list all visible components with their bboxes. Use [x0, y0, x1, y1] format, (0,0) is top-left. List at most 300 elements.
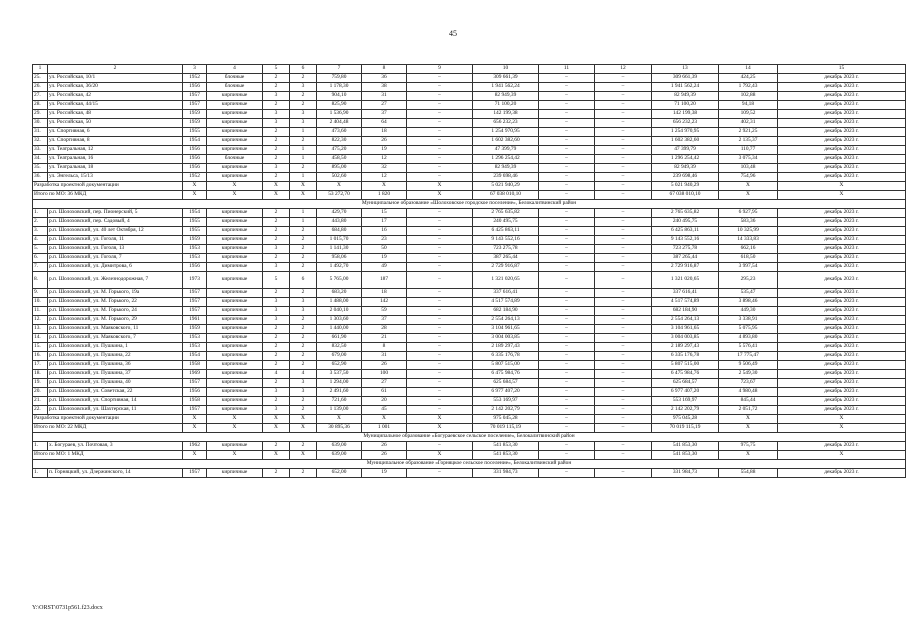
table-cell: 475,20 [317, 146, 362, 155]
table-cell: декабрь 2023 г. [778, 236, 906, 245]
table-cell: 331 984,73 [473, 469, 539, 478]
table-cell: 27 [362, 379, 407, 388]
table-cell: 1957 [183, 92, 207, 101]
table-cell: 2 [263, 343, 290, 352]
table-row [33, 442, 906, 451]
table-cell: – [595, 469, 652, 478]
table-cell: 3 [263, 316, 290, 325]
table-cell: 32 [362, 164, 407, 173]
table-cell: 30. [33, 119, 48, 128]
table-cell: декабрь 2023 г. [778, 316, 906, 325]
table-cell: 541 853,30 [473, 442, 539, 451]
table-cell: 2 [290, 361, 317, 370]
table-cell: 656 232,23 [473, 119, 539, 128]
table-row [33, 352, 906, 361]
table-cell: X [317, 415, 362, 424]
table-cell: декабрь 2023 г. [778, 92, 906, 101]
table-cell: 502,60 [317, 173, 362, 182]
table-cell: кирпичные [207, 164, 263, 173]
table-cell: 1 321 020,65 [473, 272, 539, 289]
table-cell: 10. [33, 298, 48, 307]
table-cell: 1953 [183, 254, 207, 263]
table-cell: 26 [362, 451, 407, 460]
table-cell: – [595, 307, 652, 316]
table-cell: 5 021 940,29 [652, 182, 719, 191]
table-cell: 3 [290, 298, 317, 307]
table-cell: 625 684,57 [652, 379, 719, 388]
table-cell: ул. Российская, 50 [48, 119, 183, 128]
table-cell: X [778, 182, 906, 191]
table-cell: – [407, 343, 473, 352]
table-cell: 721,60 [317, 397, 362, 406]
table-cell: декабрь 2023 г. [778, 137, 906, 146]
table-cell: – [539, 379, 595, 388]
table-cell: декабрь 2023 г. [778, 101, 906, 110]
table-cell: 1957 [183, 101, 207, 110]
table-cell: р.п. Шолоховский, пер. Садовый, 4 [48, 218, 183, 227]
table-cell: – [407, 83, 473, 92]
table-cell: Разработка проектной документации [33, 415, 183, 424]
table-cell: 759,80 [317, 74, 362, 83]
table-cell: 1959 [183, 110, 207, 119]
table-cell: 19. [33, 379, 48, 388]
table-cell: – [407, 173, 473, 182]
table-cell: 17 [362, 218, 407, 227]
table-cell: 47 399,79 [652, 146, 719, 155]
table-cell: 652,90 [317, 361, 362, 370]
table-cell: р.п. Шолоховский, ул. Спортивная, 14 [48, 397, 183, 406]
table-cell: 110,77 [719, 146, 778, 155]
table-cell: ул. Театральная, 12 [48, 146, 183, 155]
table-cell: 2 [263, 236, 290, 245]
table-cell: 1953 [183, 334, 207, 343]
table-cell: 2 [290, 397, 317, 406]
table-cell: – [595, 397, 652, 406]
table-cell: 2 [263, 101, 290, 110]
table-cell: 2 [263, 352, 290, 361]
section-header-row [33, 433, 906, 442]
table-cell: 26 [362, 137, 407, 146]
table-cell: кирпичные [207, 218, 263, 227]
table-cell: 6 [290, 65, 317, 74]
table-cell: – [539, 164, 595, 173]
table-cell: р.п. Шолоховский, ул. Маяковского, 11 [48, 325, 183, 334]
table-cell: 1957 [183, 289, 207, 298]
table-cell: 3 338,91 [719, 316, 778, 325]
table-cell: ул. Российская, 48 [48, 110, 183, 119]
table-cell: – [595, 361, 652, 370]
table-cell: – [595, 388, 652, 397]
table-row [33, 218, 906, 227]
table-cell: 553 169,97 [652, 397, 719, 406]
table-cell: 3. [33, 227, 48, 236]
table-cell: 2 [290, 263, 317, 272]
table-cell: 387 265,44 [652, 254, 719, 263]
table-cell: 102,88 [719, 92, 778, 101]
table-cell: 28 [362, 325, 407, 334]
table-cell: блочные [207, 155, 263, 164]
table-cell: декабрь 2023 г. [778, 370, 906, 379]
table-cell: X [290, 451, 317, 460]
table-cell: – [595, 325, 652, 334]
table-cell: декабрь 2023 г. [778, 83, 906, 92]
table-cell: – [407, 298, 473, 307]
table-cell: 2 [263, 74, 290, 83]
table-cell: 18 [362, 289, 407, 298]
table-cell: 82 949,39 [473, 92, 539, 101]
table-row [33, 92, 906, 101]
table-cell: – [539, 289, 595, 298]
table-cell: декабрь 2023 г. [778, 334, 906, 343]
table-cell: 2 [290, 406, 317, 415]
table-cell: 20 [362, 397, 407, 406]
table-cell: 3 004 003,85 [652, 334, 719, 343]
table-cell: 31 [362, 92, 407, 101]
table-cell: 15 [362, 209, 407, 218]
table-cell: 1 440,00 [317, 325, 362, 334]
table-cell: – [407, 110, 473, 119]
table-cell: 424,25 [719, 74, 778, 83]
table-cell: – [539, 155, 595, 164]
table-cell: – [539, 263, 595, 272]
table-cell: – [539, 74, 595, 83]
table-cell: – [407, 74, 473, 83]
table-cell: 6 475 984,76 [652, 370, 719, 379]
table-cell: – [407, 316, 473, 325]
table-cell: 2 189 297,43 [473, 343, 539, 352]
table-cell: кирпичные [207, 227, 263, 236]
table-cell: – [595, 298, 652, 307]
table-cell: X [719, 191, 778, 200]
table-row [33, 325, 906, 334]
table-cell: – [407, 101, 473, 110]
table-cell: X [317, 182, 362, 191]
table-cell: 9 143 552,16 [473, 236, 539, 245]
table-cell: X [362, 415, 407, 424]
table-cell: 3 [263, 164, 290, 173]
table-cell: кирпичные [207, 263, 263, 272]
table-cell: 3 104 961,65 [652, 325, 719, 334]
table-cell: кирпичные [207, 469, 263, 478]
table-cell: ул. Российская, 42 [48, 92, 183, 101]
table-cell: 16 [362, 227, 407, 236]
table-cell: Муниципальное образование «Богураевское сельское поселение», Белокалитвинский район [33, 433, 906, 442]
table-cell: 16. [33, 352, 48, 361]
table-cell: X [183, 451, 207, 460]
table-cell: 53 272,70 [317, 191, 362, 200]
table-cell: 429,70 [317, 209, 362, 218]
table-cell: ул. Российская, 44/15 [48, 101, 183, 110]
table-cell: – [595, 146, 652, 155]
table-row [33, 128, 906, 137]
table-cell: 33. [33, 146, 48, 155]
table-cell: кирпичные [207, 352, 263, 361]
table-cell: X [183, 191, 207, 200]
table-cell: – [595, 209, 652, 218]
table-cell: р.п. Шолоховский, ул. Шахтерская, 11 [48, 406, 183, 415]
table-cell: 2 [290, 137, 317, 146]
table-cell: 1 941 562,24 [473, 83, 539, 92]
table-row [33, 137, 906, 146]
table-cell: кирпичные [207, 442, 263, 451]
table-cell: X [778, 191, 906, 200]
table-cell: X [290, 182, 317, 191]
table-cell: – [595, 137, 652, 146]
table-cell: декабрь 2023 г. [778, 209, 906, 218]
table-cell: – [539, 236, 595, 245]
table-cell: декабрь 2023 г. [778, 74, 906, 83]
table-cell: р.п. Шолоховский, ул. М. Горького, 22 [48, 298, 183, 307]
table-cell: – [595, 451, 652, 460]
table-cell: кирпичные [207, 388, 263, 397]
table-cell: 1 [290, 209, 317, 218]
table-cell: 12 [595, 65, 652, 74]
table-cell: 11 [539, 65, 595, 74]
table-cell: – [595, 227, 652, 236]
table-cell: 2 [290, 227, 317, 236]
table-cell: 9 506,49 [719, 361, 778, 370]
table-cell: 1 [290, 173, 317, 182]
table-cell: декабрь 2023 г. [778, 155, 906, 164]
table-cell: 26. [33, 83, 48, 92]
table-cell: кирпичные [207, 316, 263, 325]
table-cell: – [407, 379, 473, 388]
table-cell: 2 [48, 65, 183, 74]
table-row [33, 307, 906, 316]
table-cell: 1958 [183, 361, 207, 370]
table-cell: 541 853,30 [652, 451, 719, 460]
table-cell: 3 [290, 388, 317, 397]
table-cell: 2 491,60 [317, 388, 362, 397]
table-cell: – [539, 451, 595, 460]
table-cell: 3 [263, 263, 290, 272]
summary-row [33, 191, 906, 200]
table-cell: X [407, 415, 473, 424]
table-cell: 100 [362, 370, 407, 379]
table-cell: – [595, 289, 652, 298]
table-cell: – [595, 128, 652, 137]
table-cell: 12. [33, 316, 48, 325]
table-cell: п. Горняцкий, ул. Дзержинского, 14 [48, 469, 183, 478]
table-cell: 13 [652, 65, 719, 74]
table-cell: 1953 [183, 343, 207, 352]
table-cell: X [407, 424, 473, 433]
table-cell: 19 [362, 254, 407, 263]
table-cell: 2 765 635,82 [652, 209, 719, 218]
table-row [33, 334, 906, 343]
table-cell: – [407, 263, 473, 272]
table-cell: 2 [290, 316, 317, 325]
table-cell: р.п. Шолоховский, ул. 40 лет Октября, 12 [48, 227, 183, 236]
table-cell: 975 045,28 [652, 415, 719, 424]
table-cell: 337 616,41 [652, 289, 719, 298]
table-cell: – [539, 397, 595, 406]
table-cell: X [290, 415, 317, 424]
table-cell: – [595, 245, 652, 254]
table-cell: – [407, 370, 473, 379]
table-cell: – [595, 164, 652, 173]
column-number-row [33, 65, 906, 74]
table-cell: 240 495,75 [652, 218, 719, 227]
table-cell: 240 495,75 [473, 218, 539, 227]
table-cell: 2 [290, 334, 317, 343]
table-cell: 2 [290, 469, 317, 478]
table-cell: 618,50 [719, 254, 778, 263]
table-cell: 2 [263, 128, 290, 137]
table-cell: 15. [33, 343, 48, 352]
table-cell: – [539, 424, 595, 433]
table-cell: 35. [33, 164, 48, 173]
table-cell: – [539, 370, 595, 379]
table-cell: декабрь 2023 г. [778, 343, 906, 352]
table-cell: 2 [263, 173, 290, 182]
table-cell: декабрь 2023 г. [778, 272, 906, 289]
table-cell: 583,36 [719, 218, 778, 227]
table-cell: – [407, 218, 473, 227]
table-cell: 2 [263, 361, 290, 370]
table-cell: 1957 [183, 469, 207, 478]
table-cell: – [595, 83, 652, 92]
table-cell: 975 045,28 [473, 415, 539, 424]
table-row [33, 316, 906, 325]
table-cell: 61 [362, 388, 407, 397]
table-cell: 82 949,39 [473, 164, 539, 173]
table-cell: 2 [290, 164, 317, 173]
table-cell: – [595, 254, 652, 263]
table-cell: 1 001 [362, 424, 407, 433]
housing-repair-table [32, 64, 906, 478]
table-cell: 2 554 264,13 [652, 316, 719, 325]
table-cell: 27 [362, 101, 407, 110]
table-cell: 21. [33, 397, 48, 406]
table-cell: – [595, 343, 652, 352]
table-cell: 2 [263, 146, 290, 155]
table-row [33, 406, 906, 415]
table-cell: 535,47 [719, 289, 778, 298]
table-cell: кирпичные [207, 254, 263, 263]
table-cell: X [290, 191, 317, 200]
table-cell: 2 [290, 74, 317, 83]
table-cell: 37 [362, 110, 407, 119]
table-cell: 402,31 [719, 119, 778, 128]
table-cell: 1954 [183, 209, 207, 218]
table-cell: 142 199,38 [652, 110, 719, 119]
table-cell: кирпичные [207, 236, 263, 245]
table-cell: 2 142 202,79 [652, 406, 719, 415]
table-cell: Разработка проектной документации [33, 182, 183, 191]
table-cell: 5 021 940,29 [473, 182, 539, 191]
table-cell: 4. [33, 236, 48, 245]
table-cell: 1 [290, 218, 317, 227]
table-cell: 5 807 515,00 [473, 361, 539, 370]
table-cell: р.п. Шолоховский, ул. Пушкина, 22 [48, 352, 183, 361]
table-cell: кирпичные [207, 173, 263, 182]
table-cell: X [290, 424, 317, 433]
table-cell: кирпичные [207, 92, 263, 101]
table-cell: 1 792,43 [719, 83, 778, 92]
table-cell: 14 333,83 [719, 236, 778, 245]
table-cell: декабрь 2023 г. [778, 245, 906, 254]
table-cell: 6 [290, 272, 317, 289]
table-cell: X [207, 191, 263, 200]
table-cell: 6 425 863,11 [652, 227, 719, 236]
table-cell: декабрь 2023 г. [778, 263, 906, 272]
table-cell: 50 [362, 245, 407, 254]
table-cell: – [539, 218, 595, 227]
table-cell: ул. Театральная, 16 [48, 155, 183, 164]
table-cell: – [407, 155, 473, 164]
table-row [33, 397, 906, 406]
table-cell: 10 [473, 65, 539, 74]
table-cell: 142 [362, 298, 407, 307]
table-cell: 3 997,54 [719, 263, 778, 272]
table-cell: – [539, 83, 595, 92]
summary-row [33, 424, 906, 433]
table-row [33, 343, 906, 352]
table-cell: X [719, 424, 778, 433]
table-cell: – [407, 352, 473, 361]
table-cell: – [407, 254, 473, 263]
table-cell: 2 [263, 137, 290, 146]
table-cell: – [539, 173, 595, 182]
table-cell: – [539, 334, 595, 343]
table-cell: – [539, 343, 595, 352]
table-cell: 723 275,78 [652, 245, 719, 254]
table-cell: 25. [33, 74, 48, 83]
table-cell: 7. [33, 263, 48, 272]
table-row [33, 173, 906, 182]
table-cell: – [595, 263, 652, 272]
table-cell: кирпичные [207, 343, 263, 352]
table-cell: 47 399,79 [473, 146, 539, 155]
table-cell: 3 [263, 110, 290, 119]
table-row [33, 83, 906, 92]
table-cell: – [539, 388, 595, 397]
table-cell: 2 [290, 92, 317, 101]
table-cell: 70 019 115,19 [652, 424, 719, 433]
table-cell: 5 807 515,00 [652, 361, 719, 370]
table-cell: 6 475 984,76 [473, 370, 539, 379]
table-cell: X [719, 415, 778, 424]
table-cell: 187 [362, 272, 407, 289]
table-cell: 13. [33, 325, 48, 334]
table-cell: 2 549,30 [719, 370, 778, 379]
table-cell: – [407, 137, 473, 146]
table-cell: 3 [263, 307, 290, 316]
table-cell: 3 [263, 119, 290, 128]
table-cell: 2 729 916,87 [473, 263, 539, 272]
table-cell: 832,50 [317, 343, 362, 352]
table-cell: 3 [290, 379, 317, 388]
table-cell: кирпичные [207, 307, 263, 316]
table-cell: 2 [290, 343, 317, 352]
table-cell: 5 [263, 65, 290, 74]
table-cell: – [595, 101, 652, 110]
table-cell: декабрь 2023 г. [778, 289, 906, 298]
table-cell: – [595, 406, 652, 415]
table-cell: 67 038 010,10 [652, 191, 719, 200]
table-cell: 2 729 916,87 [652, 263, 719, 272]
table-cell: 1956 [183, 164, 207, 173]
table-cell: р.п. Шолоховский, ул. М. Горького, 19а [48, 289, 183, 298]
table-cell: 822,30 [317, 137, 362, 146]
table-cell: 553 169,97 [473, 397, 539, 406]
table-cell: 1954 [183, 137, 207, 146]
table-cell: 2 [290, 245, 317, 254]
table-cell: 109,52 [719, 110, 778, 119]
table-cell: 2 921,25 [719, 128, 778, 137]
table-cell: – [407, 164, 473, 173]
